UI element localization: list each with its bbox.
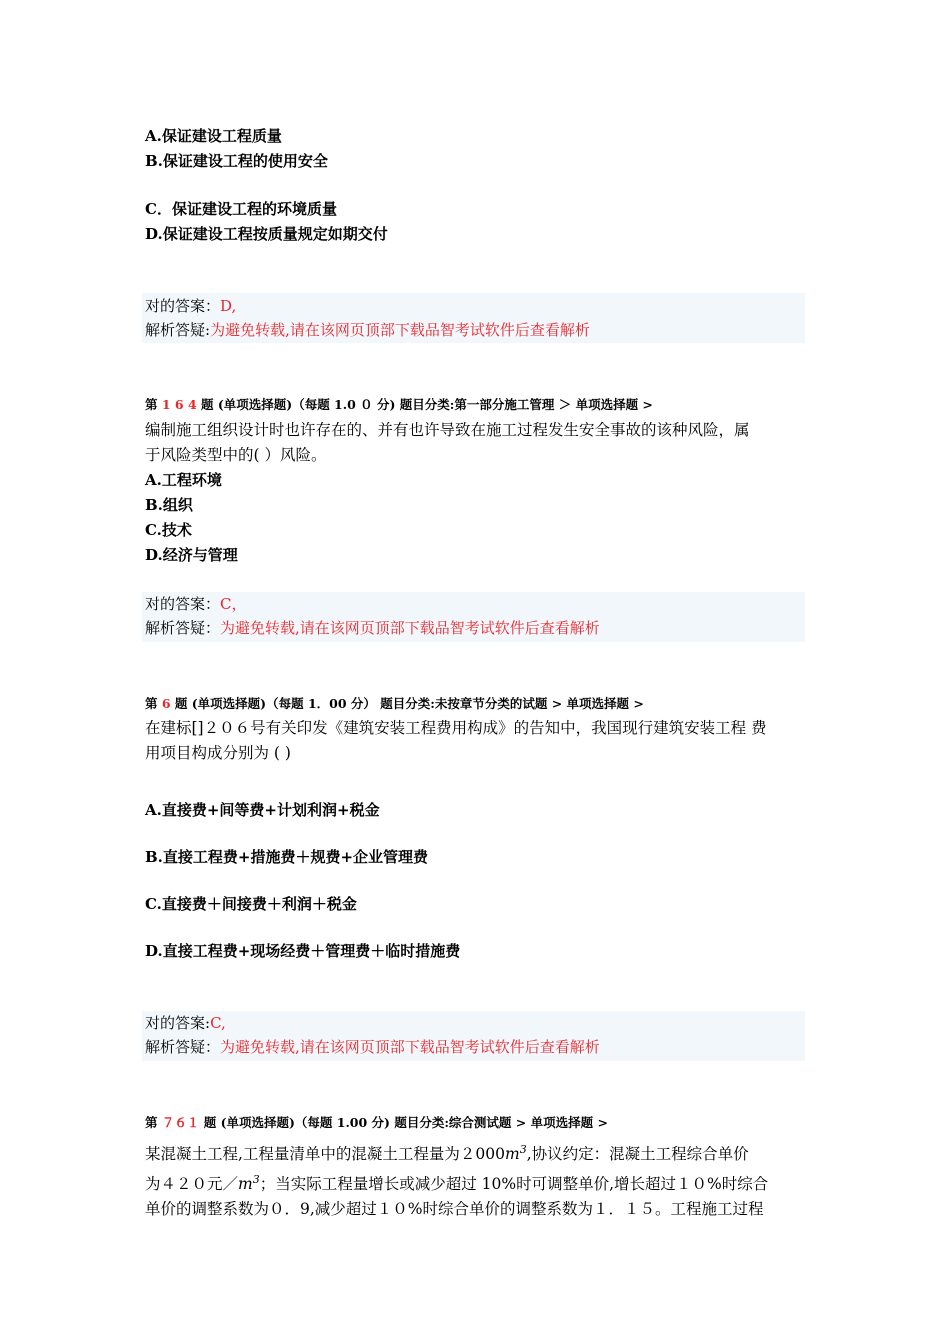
option-b: B.组织 <box>145 496 193 514</box>
question-header: 第 6 题 (单项选择题)（每题 1．00 分） 题目分类:未按章节分类的试题 > 单项选择题 > <box>145 696 644 711</box>
answer-box <box>142 293 805 343</box>
question-header: 第 1 6 4 题 (单项选择题)（每题 1.0 ０ 分) 题目分类:第一部分施工管理 ＞ 单项选择题 > <box>145 397 653 412</box>
question-header: 第 ７６１ 题 (单项选择题)（每题 1.00 分) 题目分类:综合测试题 > 单项选择题 > <box>145 1115 608 1130</box>
analysis-label: 解析答疑: <box>145 321 211 339</box>
analysis-line <box>145 1036 600 1058</box>
question-text: 在建标[]２０６号有关印发《建筑安装工程费用构成》的告知中，我国现行建筑安装工程 费 用项目构成分别为 ( ) <box>145 719 767 762</box>
answer-line <box>145 593 247 615</box>
analysis-line <box>145 617 600 639</box>
option-b: B.保证建设工程的使用安全 <box>145 152 328 170</box>
answer-value: D, <box>220 297 237 315</box>
answer-line <box>145 295 236 317</box>
option-c: C.技术 <box>145 521 192 539</box>
question-number: 6 <box>161 696 171 711</box>
option-a: A.工程环境 <box>145 471 222 489</box>
answer-value: C, <box>210 1014 226 1032</box>
unit-m: m <box>505 1145 520 1164</box>
analysis-link[interactable]: 为避免转载,请在该网页顶部下载品智考试软件后查看解析 <box>220 1038 600 1056</box>
answer-value: C， <box>220 595 247 613</box>
option-d: D.直接工程费+现场经费＋管理费＋临时措施费 <box>145 942 461 960</box>
answer-box <box>142 592 805 642</box>
analysis-label: 解析答疑： <box>145 1038 221 1056</box>
unit-exponent: 3 <box>252 1173 260 1187</box>
question-text: 编制施工组织设计时也许存在的、并有也许导致在施工过程发生安全事故的该种风险，属 于风险类型中的( ）风险。 <box>145 421 750 464</box>
option-d: D.保证建设工程按质量规定如期交付 <box>145 225 388 243</box>
question-number: 1 6 4 <box>161 397 197 412</box>
answer-label: 对的答案： <box>145 297 221 315</box>
answer-box <box>142 1011 805 1061</box>
analysis-link[interactable]: 为避免转载,请在该网页顶部下载品智考试软件后查看解析 <box>220 619 600 637</box>
analysis-link[interactable]: 为避免转载,请在该网页顶部下载品智考试软件后查看解析 <box>210 321 590 339</box>
option-d: D.经济与管理 <box>145 546 238 564</box>
option-a: A.保证建设工程质量 <box>145 127 282 145</box>
question-text: 某混凝土工程,工程量清单中的混凝土工程量为$2000m^3$,协议约定：混凝土工程综合单价 为４２０元$/m^3$；当实际工程量增长或减少超过 10%时可调整单价,增长超过１０%时综合 单价的调整系数为０．9,减少超过１０%时综合单价的调整系数为１．１５。工程施工过程 <box>145 1143 769 1219</box>
option-b: B.直接工程费+措施费＋规费+企业管理费 <box>145 848 429 866</box>
answer-line <box>145 1012 226 1034</box>
unit-m: m <box>238 1175 253 1194</box>
question-number: ７６１ <box>161 1115 200 1130</box>
answer-label: 对的答案: <box>145 1014 211 1032</box>
option-c: C．保证建设工程的环境质量 <box>145 200 337 218</box>
analysis-line <box>145 319 590 341</box>
option-a: A.直接费+间等费+计划利润+税金 <box>145 801 380 819</box>
answer-label: 对的答案： <box>145 595 221 613</box>
unit-exponent: 3 <box>519 1143 527 1156</box>
analysis-label: 解析答疑： <box>145 619 221 637</box>
option-c: C.直接费＋间接费＋利润＋税金 <box>145 895 357 913</box>
